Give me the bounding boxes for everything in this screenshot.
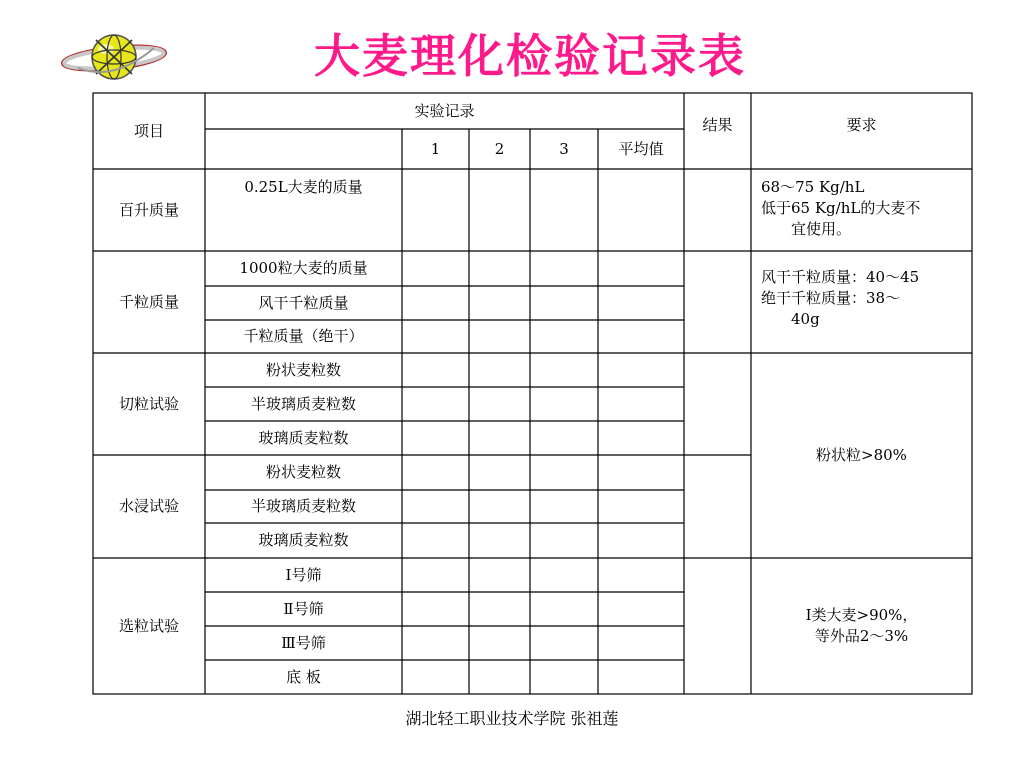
row-label: 千粒质量（绝干） bbox=[243, 327, 364, 345]
row-label: 粉状麦粒数 bbox=[265, 463, 341, 481]
header-result: 结果 bbox=[702, 116, 733, 134]
requirement-text: 风干千粒质量：40～45 绝干千粒质量：38～ 40g bbox=[761, 268, 920, 328]
group-name: 水浸试验 bbox=[118, 497, 179, 515]
atom-globe-icon bbox=[58, 18, 170, 96]
row-label: 玻璃质麦粒数 bbox=[258, 531, 349, 549]
row-label: 1000粒大麦的质量 bbox=[239, 259, 368, 277]
row-label: 半玻璃质麦粒数 bbox=[250, 394, 356, 413]
requirement-text: 68～75 Kg/hL 低于65 Kg/hL的大麦不 宜使用。 bbox=[761, 178, 921, 238]
group-name: 选粒试验 bbox=[118, 616, 179, 635]
row-label: Ⅰ号筛 bbox=[285, 565, 322, 584]
row-label: 粉状麦粒数 bbox=[265, 360, 341, 379]
group-name: 百升质量 bbox=[118, 200, 179, 219]
header-requirement: 要求 bbox=[846, 116, 877, 134]
header-trial-2: 2 bbox=[494, 139, 505, 158]
row-label: 风干千粒质量 bbox=[258, 293, 349, 312]
row-label: Ⅱ号筛 bbox=[283, 599, 324, 618]
header-average: 平均值 bbox=[618, 139, 664, 158]
requirement-text: Ⅰ类大麦>90%， 等外品2～3% bbox=[805, 606, 918, 645]
header-trial-3: 3 bbox=[559, 139, 569, 158]
page-title: 大麦理化检验记录表 bbox=[314, 29, 746, 83]
header-trial-1: 1 bbox=[430, 139, 441, 158]
row-label: 半玻璃质麦粒数 bbox=[250, 497, 356, 515]
row-label: Ⅲ号筛 bbox=[281, 633, 326, 652]
footer-credit: 湖北轻工职业技术学院 张祖莲 bbox=[405, 709, 619, 728]
row-label: 玻璃质麦粒数 bbox=[258, 428, 349, 447]
header-item: 项目 bbox=[133, 121, 164, 140]
group-name: 切粒试验 bbox=[118, 394, 179, 413]
group-name: 千粒质量 bbox=[118, 292, 179, 311]
row-label: 底 板 bbox=[286, 667, 321, 686]
shared-requirement: 粉状粒>80% bbox=[816, 446, 907, 464]
row-label: 0.25L大麦的质量 bbox=[244, 178, 363, 196]
header-record: 实验记录 bbox=[414, 101, 475, 120]
